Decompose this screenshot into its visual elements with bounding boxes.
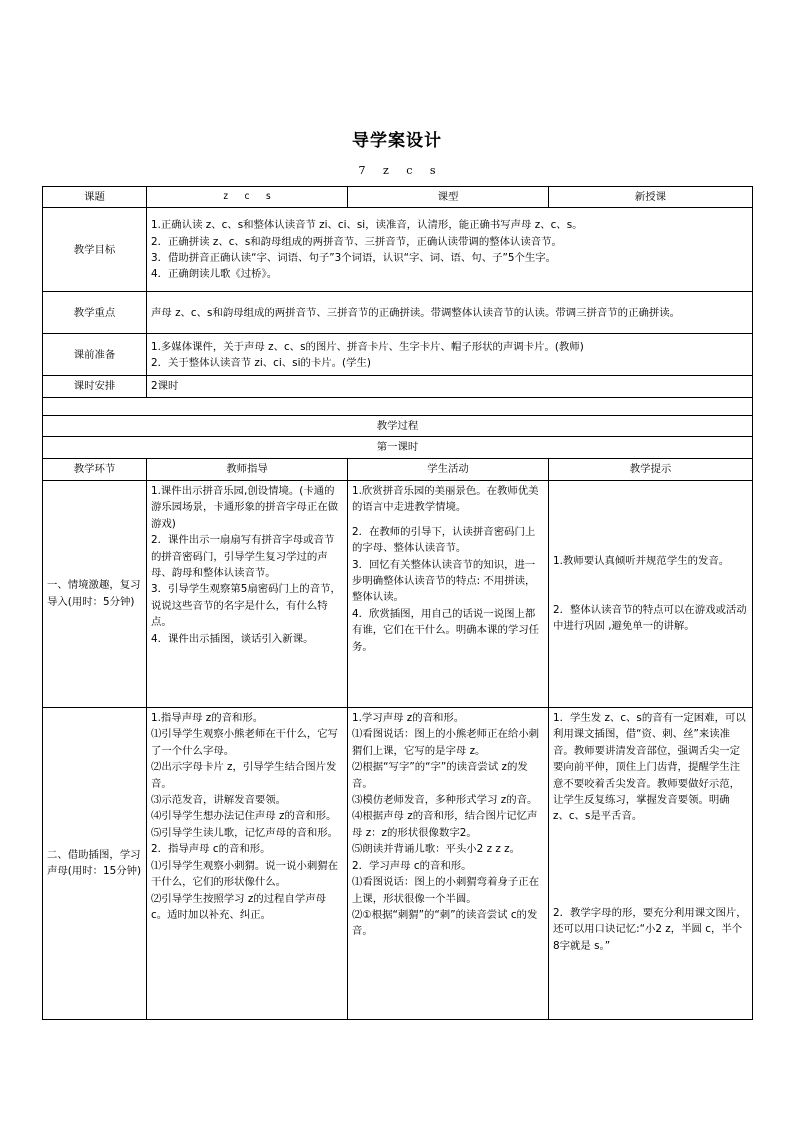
key-points-label: 教学重点	[43, 292, 147, 334]
lesson-title-row	[43, 437, 753, 458]
topic-label: 课题	[43, 187, 147, 208]
student-step: ⑷根据声母 z的音和形，结合图片记忆声母 z：z的形状很像数字2。	[352, 810, 538, 839]
lesson-title: 第一课时	[43, 437, 753, 458]
section-1-row	[43, 480, 753, 707]
preparation-content	[147, 334, 753, 376]
type-label: 课型	[348, 187, 549, 208]
teacher-step: ⑴引导学生观察小熊老师在干什么，它写了一个什么字母。	[151, 728, 339, 757]
student-step: 1.学习声母 z的音和形。	[352, 711, 465, 724]
col-header-teacher: 教师指导	[147, 458, 348, 480]
col-header-student: 学生活动	[348, 458, 549, 480]
topic-row	[43, 187, 753, 208]
goals-label: 教学目标	[43, 208, 147, 292]
key-points-content: 声母 z、c、s和韵母组成的两拼音节、三拼音节的正确拼读。带调整体认读音节的认读。带调三拼音节的正确拼读。	[147, 292, 753, 334]
page-subtitle: 7 z c s	[358, 164, 436, 177]
key-points-row	[43, 292, 753, 334]
student-step: ⑴看图说话：图上的小刺猬弯着身子正在上课，形状很像一个半圆。	[352, 876, 540, 905]
student-step: ⑸朗读并背诵儿歌：平头小2 z z z。	[352, 843, 520, 856]
goals-content	[147, 208, 753, 292]
col-header-tips: 教学提示	[549, 458, 753, 480]
section-2-teacher	[147, 707, 348, 1019]
topic-value: z c s	[147, 187, 348, 208]
prep-item: 2．关于整体认读音节 zi、ci、si的卡片。(学生)	[151, 356, 371, 369]
teacher-step: 2．指导声母 c的音和形。	[151, 843, 271, 856]
process-title-row	[43, 415, 753, 436]
tip-item: 2．教学字母的形，要充分利用课文图片，还可以用口诀记忆:“小2 z，半圆 c，半个8字就是 s。”	[553, 906, 747, 952]
teacher-step: ⑴引导学生观察小刺猬。说一说小刺猬在干什么，它们的形状像什么。	[151, 859, 339, 889]
student-step: 2．学习声母 c的音和形。	[352, 859, 472, 872]
goal-item: 2．正确拼读 z、c、s和韵母组成的两拼音节、三拼音节，正确认读带调的整体认读音节。	[151, 235, 562, 248]
goal-item: 1.正确认读 z、c、s和整体认读音节 zi、ci、si，读准音，认清形，能正确书写声母 z、c、s。	[151, 219, 583, 232]
type-value: 新授课	[549, 187, 753, 208]
hours-label: 课时安排	[43, 376, 147, 397]
teacher-step: 1.指导声母 z的音和形。	[151, 711, 264, 724]
lesson-plan-table	[42, 186, 753, 1020]
student-step: ⑵①根据“刺猬”的“刺”的读音尝试 c的发音。	[352, 909, 538, 938]
section-1-stage: 一、情境激趣，复习导入(用时：5分钟)	[43, 480, 147, 707]
preparation-label: 课前准备	[43, 334, 147, 376]
teacher-step: ⑵引导学生按照学习 z的过程自学声母 c。适时加以补充、纠正。	[151, 892, 327, 921]
teacher-step: ⑶示范发音，讲解发音要领。	[151, 793, 287, 806]
teacher-step: ⑸引导学生读儿歌，记忆声母的音和形。	[151, 826, 339, 839]
section-1-student	[348, 480, 549, 707]
teacher-step: 2．课件出示一扇扇写有拼音字母或音节的拼音密码门，引导学生复习学过的声母、韵母和整体认读音节。	[151, 534, 335, 579]
goal-item: 3．借助拼音正确认读“字、词语、句子”3个词语，认识“字、词、语、句、子”5个生字。	[151, 251, 557, 264]
spacer-row	[43, 397, 753, 415]
student-step: 4．欣赏插图，用自己的话说一说图上都有谁，它们在干什么。明确本课的学习任务。	[352, 607, 540, 653]
teacher-step: 1.课件出示拼音乐园,创设情境。(卡通的游乐园场景，卡通形象的拼音字母正在做游戏)	[151, 484, 339, 530]
student-step: ⑵根据“写字”的“字”的读音尝试 z的发音。	[352, 761, 528, 790]
teacher-step: ⑵出示字母卡片 z，引导学生结合图片发音。	[151, 761, 337, 790]
tip-item: 1．学生发 z、c、s的音有一定困难，可以利用课文插图，借“资、刺、丝”来读准音。教师要讲清发音部位，强调舌尖一定要向前平伸，顶住上门齿背，提醒学生注意不要咬着舌尖发音。教师要做好示范，让学生反复练习，掌握发音要领。明确 z、c、s是平舌音。	[553, 711, 746, 823]
goals-row	[43, 208, 753, 292]
teacher-step: 3．引导学生观察第5扇密码门上的音节，说说这些音节的名字是什么，有什么特点。	[151, 583, 341, 629]
section-2-row	[43, 707, 753, 1019]
tip-item: 2．整体认读音节的特点可以在游戏或活动中进行巩固 ,避免单一的讲解。	[553, 603, 747, 632]
process-title: 教学过程	[43, 415, 753, 436]
hours-value: 2课时	[147, 376, 753, 397]
goal-item: 4．正确朗读儿歌《过桥》。	[151, 268, 278, 281]
tip-item: 1.教师要认真倾听并规范学生的发音。	[553, 555, 730, 568]
teacher-step: 4．课件出示插图，谈话引入新课。	[151, 632, 314, 645]
section-1-teacher	[147, 480, 348, 707]
page-title: 导学案设计	[352, 131, 442, 151]
student-step: 2．在教师的引导下，认读拼音密码门上的字母、整体认读音节。	[352, 525, 536, 555]
col-header-stage: 教学环节	[43, 458, 147, 480]
student-step: 1.欣赏拼音乐园的美丽景色。在教师优美的语言中走进教学情境。	[352, 484, 539, 514]
column-header-row	[43, 458, 753, 480]
preparation-row	[43, 334, 753, 376]
student-step: 3．回忆有关整体认读音节的知识，进一步明确整体认读音节的特点: 不用拼读，整体认读。	[352, 558, 536, 604]
hours-row	[43, 376, 753, 397]
teacher-step: ⑷引导学生想办法记住声母 z的音和形。	[151, 810, 337, 823]
section-2-student	[348, 707, 549, 1019]
student-step: ⑶模仿老师发音，多种形式学习 z的音。	[352, 793, 538, 806]
section-2-stage: 二、借助插图，学习声母(用时：15分钟)	[43, 707, 147, 1019]
section-1-tips	[549, 480, 753, 707]
prep-item: 1.多媒体课件，关于声母 z、c、s的图片、拼音卡片、生字卡片、帽子形状的声调卡片。(教师)	[151, 340, 584, 353]
student-step: ⑴看图说话：图上的小熊老师正在给小刺猬们上课，它写的是字母 z。	[352, 728, 540, 757]
section-2-tips	[549, 707, 753, 1019]
